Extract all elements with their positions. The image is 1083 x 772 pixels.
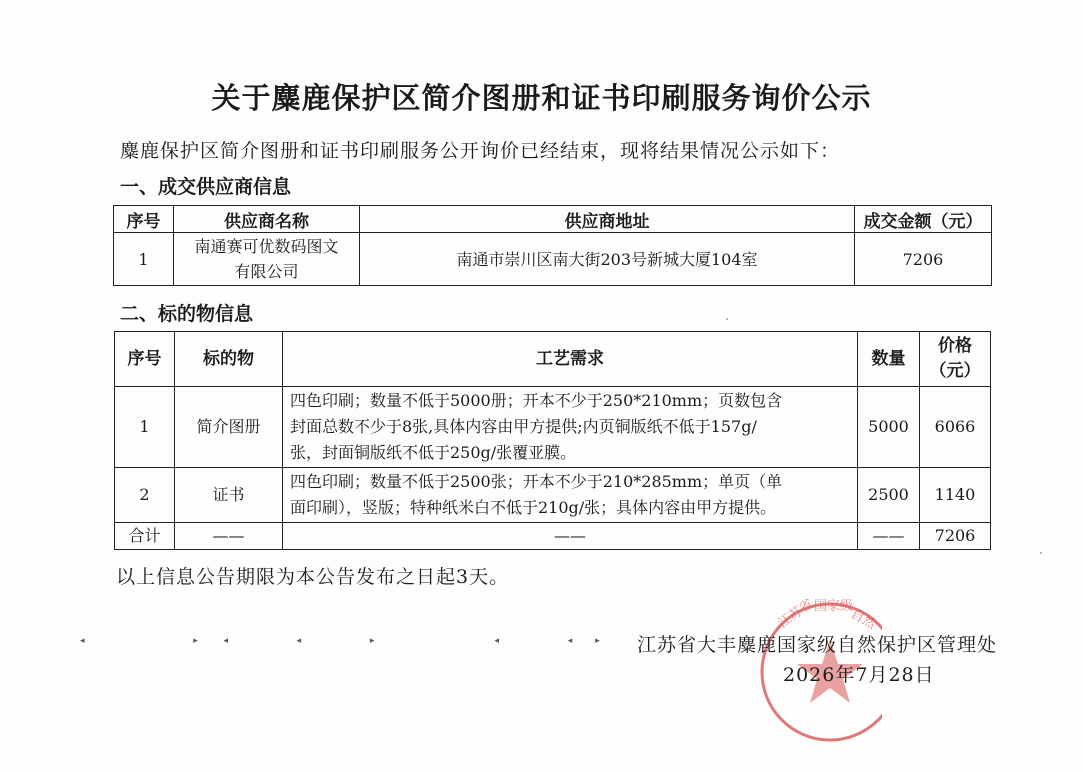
item-name: 简介图册 bbox=[175, 387, 283, 468]
svg-text:国家级: 国家级 bbox=[814, 599, 854, 614]
supplier-amount: 7206 bbox=[855, 233, 992, 286]
scan-dot bbox=[1040, 552, 1042, 554]
section-heading-supplier: 一、成交供应商信息 bbox=[120, 176, 292, 198]
item-no: 2 bbox=[115, 468, 175, 523]
table-row bbox=[115, 468, 991, 523]
header-qty: 数量 bbox=[858, 332, 920, 387]
total-label: 合计 bbox=[115, 523, 175, 550]
total-process: —— bbox=[283, 523, 858, 550]
header-deal-amount: 成交金额（元） bbox=[855, 206, 992, 233]
item-price: 6066 bbox=[920, 387, 991, 468]
supplier-name-line1: 南通赛可优数码图文 bbox=[194, 237, 339, 256]
process-line: 四色印刷；数量不低于2500张；开本不少于210*285mm；单页（单 bbox=[290, 472, 783, 491]
item-price: 1140 bbox=[920, 468, 991, 523]
header-supplier-address: 供应商地址 bbox=[360, 206, 855, 233]
scan-marks: ◂ ▸ ◂ ◂ ▸ ◂ ◂ ▸ bbox=[80, 636, 600, 646]
process-line: 面印刷），竖版；特种纸米白不低于210g/张；具体内容由甲方提供。 bbox=[290, 498, 777, 517]
issuing-organization: 江苏省大丰麋鹿国家级自然保护区管理处 bbox=[637, 634, 998, 656]
supplier-no: 1 bbox=[114, 233, 174, 286]
header-price bbox=[920, 332, 991, 387]
supplier-table-header bbox=[114, 206, 992, 233]
item-no: 1 bbox=[115, 387, 175, 468]
page-title: 关于麋鹿保护区简介图册和证书印刷服务询价公示 bbox=[211, 81, 872, 115]
item-qty: 2500 bbox=[858, 468, 920, 523]
supplier-name-line2: 有限公司 bbox=[234, 262, 299, 281]
process-line: 封面总数不少于8张,具体内容由甲方提供;内页铜版纸不低于157g/ bbox=[290, 417, 757, 436]
header-process: 工艺需求 bbox=[283, 332, 858, 387]
header-item: 标的物 bbox=[175, 332, 283, 387]
total-item: —— bbox=[175, 523, 283, 550]
svg-text:自然: 自然 bbox=[848, 606, 879, 633]
table-row bbox=[115, 387, 991, 468]
total-qty: —— bbox=[858, 523, 920, 550]
item-name: 证书 bbox=[175, 468, 283, 523]
supplier-address: 南通市崇川区南大街203号新城大厦104室 bbox=[360, 233, 855, 286]
section-heading-items: 二、标的物信息 bbox=[120, 303, 254, 325]
total-row bbox=[115, 523, 991, 550]
header-supplier-name: 供应商名称 bbox=[174, 206, 360, 233]
header-item-no: 序号 bbox=[115, 332, 175, 387]
item-process bbox=[283, 468, 858, 523]
supplier-row bbox=[114, 233, 992, 286]
header-price-line1: 价格 bbox=[938, 336, 972, 356]
total-price: 7206 bbox=[920, 523, 991, 550]
items-table bbox=[114, 331, 991, 550]
items-table-header bbox=[115, 332, 991, 387]
scan-dot bbox=[726, 318, 728, 320]
svg-text:江苏省: 江苏省 bbox=[775, 596, 817, 632]
header-no: 序号 bbox=[114, 206, 174, 233]
supplier-table bbox=[113, 205, 992, 286]
process-line: 四色印刷；数量不低于5000册；开本不少于250*210mm；页数包含 bbox=[290, 391, 783, 410]
header-price-line2: （元） bbox=[929, 361, 981, 381]
supplier-name bbox=[174, 233, 360, 286]
process-line: 张，封面铜版纸不低于250g/张覆亚膜。 bbox=[290, 443, 577, 462]
issue-date: 2026年7月28日 bbox=[783, 664, 935, 686]
intro-paragraph: 麋鹿保护区简介图册和证书印刷服务公开询价已经结束，现将结果情况公示如下： bbox=[120, 140, 841, 162]
notice-period: 以上信息公告期限为本公告发布之日起3天。 bbox=[116, 566, 510, 588]
item-process bbox=[283, 387, 858, 468]
item-qty: 5000 bbox=[858, 387, 920, 468]
